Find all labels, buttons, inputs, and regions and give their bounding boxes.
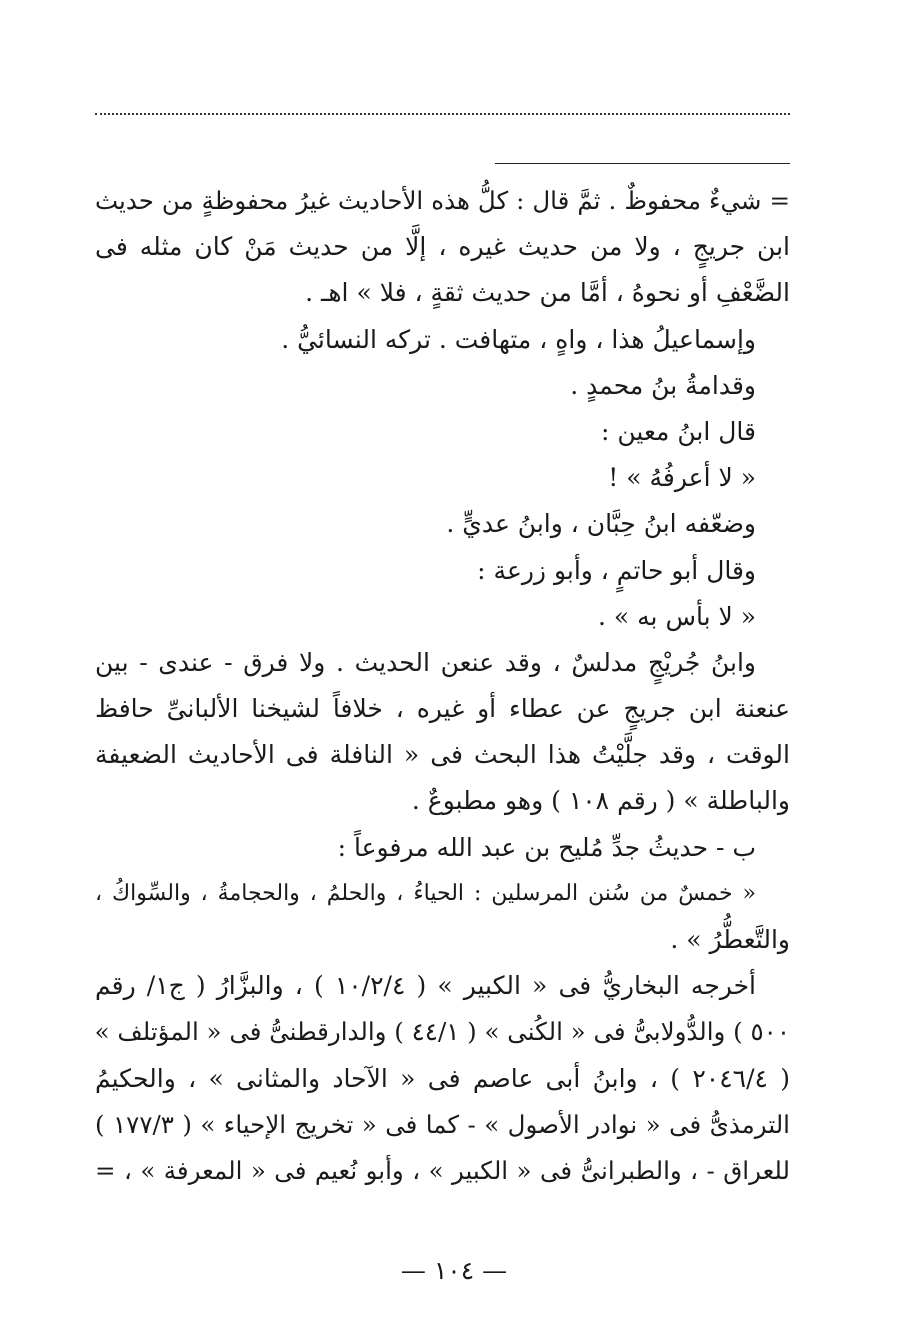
text-line: ( ٢٠٤٦/٤ ) ، وابنُ أبى عاصم فى « الآحاد والمثانى » ، والحكيمُ [95, 1063, 791, 1093]
text-line: = شيءٌ محفوظٌ . ثمَّ قال : كلُّ هذه الأحاديث غيرُ محفوظةٍ من حديث [95, 186, 790, 215]
text-line: للعراق - ، والطبرانىُّ فى « الكبير » ، وأبو نُعيم فى « المعرفة » ، = [95, 1155, 790, 1185]
text-line: وضعّفه ابنُ حِبَّان ، وابنُ عديٍّ . [446, 509, 756, 539]
text-line: « خمسٌ من سُنن المرسلين : الحياءُ ، والحلمُ ، والحجامةُ ، والسِّواكُ ، [95, 880, 756, 906]
text-line: أخرجه البخاريُّ فى « الكبير » ( ١٠/٢/٤ ) ، والبزَّارُ ( ج١/ رقم [95, 971, 756, 1001]
text-line: وقال أبو حاتمٍ ، وأبو زرعة : [477, 555, 756, 585]
text-line: ابن جريجٍ ، ولا من حديث غيره ، إلَّا من حديث مَنْ كان مثله فى [95, 232, 790, 262]
text-line: « لا بأس به » . [598, 601, 756, 631]
text-line: وابنُ جُريْجٍ مدلسٌ ، وقد عنعن الحديث . ولا فرق - عندى - بين [95, 647, 756, 677]
text-line: وإسماعيلُ هذا ، واهٍ ، متهافت . تركه النسائيُّ . [281, 324, 756, 354]
text-line: الوقت ، وقد جلَّيْتُ هذا البحث فى « النافلة فى الأحاديث الضعيفة [95, 740, 790, 770]
footnote-text [95, 178, 790, 1194]
dotted-separator [95, 113, 790, 115]
text-line: وقدامةُ بنُ محمدٍ . [570, 370, 756, 400]
page-number: — ١٠٤ — [400, 1256, 508, 1285]
text-line: عنعنة ابن جريجٍ عن عطاء أو غيره ، خلافاً لشيخنا الألبانىِّ حافظ [95, 694, 790, 724]
text-line: ٥٠٠ ) والدُّولابىُّ فى « الكُنى » ( ٤٤/١ ) والدارقطنىُّ فى « المؤتلف » [94, 1017, 790, 1047]
text-line: « لا أعرفُهُ » ! [608, 463, 756, 493]
footnote-rule [495, 163, 790, 164]
text-line: الضَّعْفِ أو نحوهُ ، أمَّا من حديث ثقةٍ ، فلا » اهـ . [305, 278, 790, 308]
text-line: قال ابنُ معين : [601, 416, 756, 446]
text-line: ب - حديثُ جدِّ مُليح بن عبد الله مرفوعاً : [337, 832, 756, 862]
text-line: والباطلة » ( رقم ١٠٨ ) وهو مطبوعٌ . [411, 786, 790, 816]
text-line: والتَّعطُّرُ » . [670, 925, 790, 954]
text-line: الترمذىُّ فى « نوادر الأصول » - كما فى « تخريج الإحياء » ( ١٧٧/٣ ) [95, 1109, 790, 1139]
